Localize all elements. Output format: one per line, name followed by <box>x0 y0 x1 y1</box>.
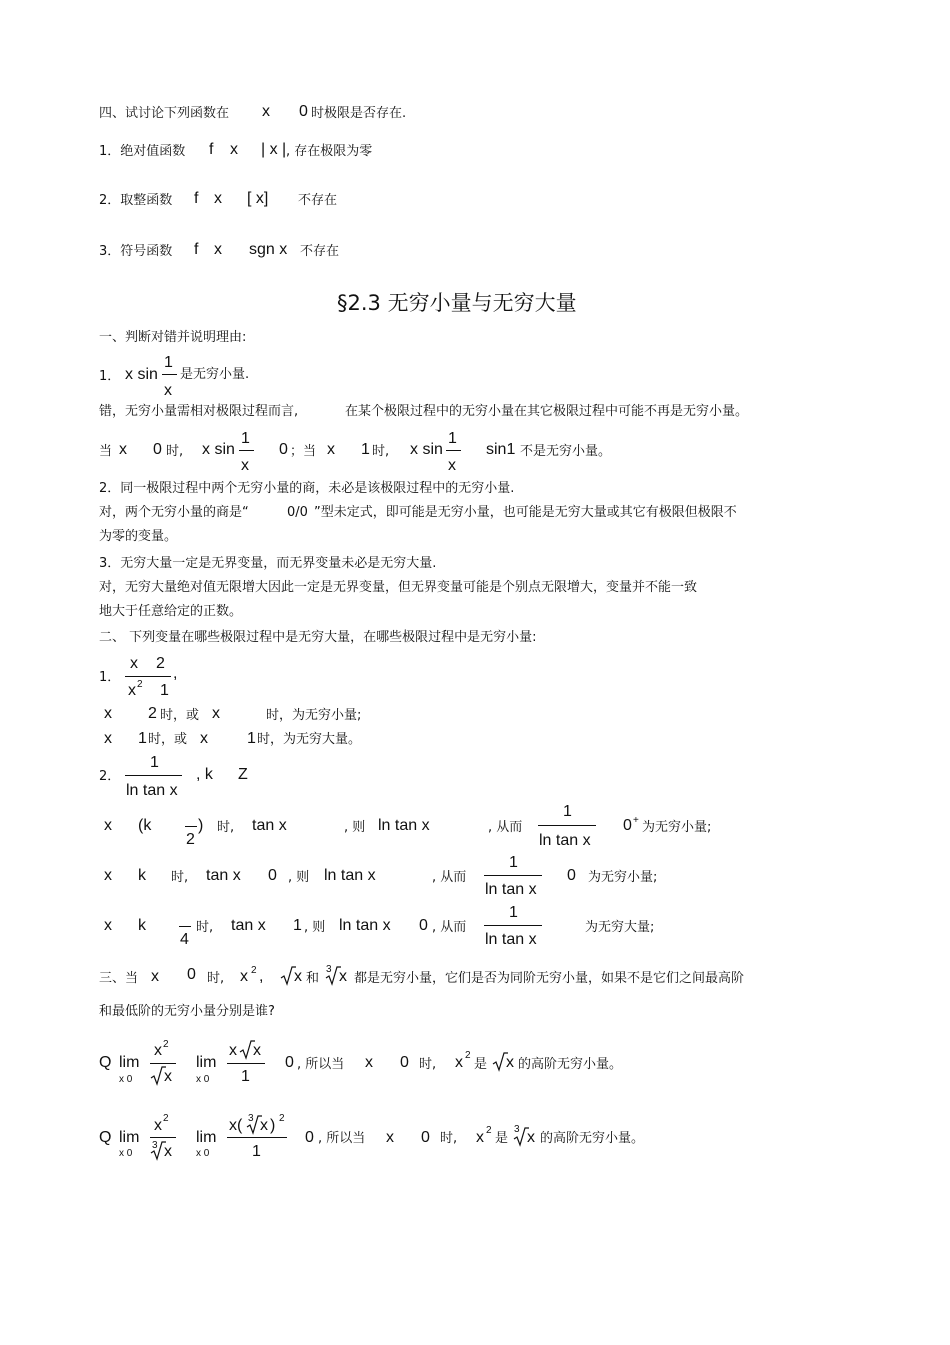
p2-a-k: (k <box>138 817 152 834</box>
p1-q2-answer-a: 对，两个无穷小量的商是“ <box>99 505 249 520</box>
p1-q1-not: 不是无穷小量。 <box>520 444 612 459</box>
p1-q1-x1: x <box>119 441 127 458</box>
p3-l2-num2-sq: 2 <box>279 1113 285 1124</box>
s4-item2-f: f <box>194 190 199 207</box>
s4-item3-sgn: sgn x <box>249 241 288 258</box>
p3-l1-Q: Q <box>99 1054 112 1071</box>
p2-e2-frac-num: 1 <box>150 754 159 771</box>
p1-q1-answer: 错，无穷小量需相对极限过程而言, <box>99 404 299 419</box>
p3-sqrt-x: x <box>294 968 302 985</box>
p2-a-plus: + <box>633 815 639 826</box>
p3-l2-num2-index: 3 <box>248 1113 254 1124</box>
s4-item2-text: 不存在 <box>298 193 338 208</box>
p1-q1-when: 当 <box>99 444 113 459</box>
s4-zero: 0 <box>299 103 308 120</box>
p3-l2-num-x: x <box>154 1117 162 1134</box>
p2-b-zero2: 0 <box>567 867 576 884</box>
p3-l2-rx: x <box>527 1129 535 1146</box>
p3-l2-lim2: lim <box>196 1129 217 1146</box>
p2-b-frac-bar <box>484 875 542 876</box>
p3-l2-x: x <box>386 1129 394 1146</box>
p3-l1-den-x: x <box>164 1068 172 1085</box>
s4-heading: 四、试讨论下列函数在 <box>99 106 230 121</box>
p1-q1-den2: x <box>241 457 249 474</box>
p2-e1-num-x: x <box>130 655 138 672</box>
p2-e2-frac-bar <box>125 775 182 776</box>
p3-l1-lim2: lim <box>196 1054 217 1071</box>
p2-r2-shi: 时，或 <box>148 732 188 747</box>
p3-l1-den2: 1 <box>241 1068 250 1085</box>
p3-l2-sq: 2 <box>486 1125 492 1136</box>
p2-e2-num: 2． <box>99 769 121 784</box>
p2-e1-frac-bar <box>125 676 171 677</box>
p1-q1-answer-2: 在某个极限过程中的无穷小量在其它极限过程中可能不再是无穷小量。 <box>345 404 749 419</box>
s4-item1-text: , 存在极限为零 <box>286 144 373 159</box>
p2-b-tan: tan x <box>206 867 241 884</box>
p2-c-frac-bar-2 <box>484 925 542 926</box>
p2-c-one: 1 <box>293 917 302 934</box>
p2-a-shi: 时, <box>217 820 235 835</box>
p1-q3-answer-a: 对，无穷大量绝对值无限增大因此一定是无界变量，但无界变量可能是个别点无限增大，变量并不能一致 <box>99 580 698 595</box>
p2-c-zero: 0 <box>419 917 428 934</box>
p1-q1-den4: x <box>448 457 456 474</box>
p1-q2-answer-b: 0/0 <box>287 505 308 520</box>
p2-c-frac-den: ln tan x <box>485 931 537 948</box>
p2-r2-one2: 1 <box>247 730 256 747</box>
p3-l2-den2: 1 <box>252 1143 261 1160</box>
p2-b-ze: , 则 <box>288 870 310 885</box>
p3-l2-num2-a: x( <box>229 1117 243 1134</box>
p1-heading: 一、判断对错并说明理由: <box>99 330 247 345</box>
section-title: §2.3 无穷小量与无穷大量 <box>337 291 577 315</box>
p2-heading: 二、 下列变量在哪些极限过程中是无穷大量，在哪些极限过程中是无穷小量: <box>99 630 537 645</box>
s4-heading-tail: 时极限是否存在. <box>311 106 407 121</box>
p1-q1-xsin2: x sin <box>202 441 235 458</box>
p3-zero: 0 <box>187 966 196 983</box>
p1-q1-text: 是无穷小量. <box>180 367 250 382</box>
p1-q1-den: x <box>164 382 172 399</box>
p2-r2-x: x <box>104 730 112 747</box>
p3-l1-num-x: x <box>154 1042 162 1059</box>
p3-l2-den-index: 3 <box>152 1140 158 1151</box>
p2-e2-frac-den: ln tan x <box>126 782 178 799</box>
p2-a-frac-num: 1 <box>563 803 572 820</box>
p1-q1-x3: x <box>327 441 335 458</box>
p3-l1-sub: x 0 <box>119 1074 133 1085</box>
p2-b-shi: 时, <box>171 870 189 885</box>
p3-cbrt-x: x <box>339 968 347 985</box>
p3-sq: 2 <box>251 965 257 976</box>
s4-item1-x: x <box>230 141 238 158</box>
p2-c-four: 4 <box>180 931 189 948</box>
p3-l2-num-sq: 2 <box>163 1113 169 1124</box>
p3-l2-frac-bar-2 <box>227 1137 287 1138</box>
p1-q2-answer-d: 为零的变量。 <box>99 529 178 544</box>
p2-b-text: 为无穷小量; <box>588 870 658 885</box>
p1-q1-frac-bar <box>162 374 177 375</box>
p1-q1-num4: 1 <box>448 430 457 447</box>
p1-q2-answer-c: ”型未定式，即可能是无穷小量，也可能是无穷大量或其它有极限但极限不 <box>314 505 737 520</box>
p2-a-ze: , 则 <box>344 820 366 835</box>
p2-r1-x2: x <box>212 705 220 722</box>
p3-l1-frac-bar-2 <box>227 1063 265 1064</box>
p2-a-cong: , 从而 <box>488 820 523 835</box>
p2-r1-two: 2 <box>148 705 157 722</box>
p3-l1-sub2: x 0 <box>196 1074 210 1085</box>
p2-c-x: x <box>104 917 112 934</box>
p3-l2-text: , 所以当 <box>318 1131 366 1146</box>
p1-q1-one3: 1 <box>361 441 370 458</box>
p2-a-text: 为无穷小量; <box>642 820 712 835</box>
s4-item1-label: 1．绝对值函数 <box>99 144 186 159</box>
p3-x: x <box>151 968 159 985</box>
p2-e2-Z: Z <box>238 766 248 783</box>
p2-a-tan: tan x <box>252 817 287 834</box>
p1-q1-xsin3: x sin <box>410 441 443 458</box>
p1-q3-answer-b: 地大于任意给定的正数。 <box>99 604 243 619</box>
p1-q1-shi2: 时, <box>372 444 390 459</box>
p3-l1-zero: 0 <box>285 1054 294 1071</box>
p2-e1-comma: , <box>173 665 178 682</box>
p3-l2-shi: 时, <box>440 1131 458 1146</box>
p2-a-frac-bar-2 <box>538 825 596 826</box>
p2-b-cong: , 从而 <box>432 870 467 885</box>
p2-b-frac-den: ln tan x <box>485 881 537 898</box>
p3-l1-num2-rx: x <box>253 1042 261 1059</box>
p3-shi: 时, <box>207 971 225 986</box>
p3-l1-num2-x: x <box>229 1042 237 1059</box>
p3-l2-index: 3 <box>514 1124 520 1135</box>
p3-l2-den-x: x <box>164 1143 172 1160</box>
s4-item3-text: 不存在 <box>300 244 340 259</box>
p3-l1-shi2: 是 <box>474 1057 488 1072</box>
p3-l1-num-sq: 2 <box>163 1039 169 1050</box>
p3-l1-sq: 2 <box>465 1050 471 1061</box>
p3-l1-z: 0 <box>400 1054 409 1071</box>
s4-item3-label: 3．符号函数 <box>99 244 173 259</box>
p3-comma: , <box>259 968 264 985</box>
s4-item2-x: x <box>214 190 222 207</box>
s4-item1-abs: | x | <box>261 141 287 158</box>
p2-r2-one: 1 <box>138 730 147 747</box>
p2-c-cong: , 从而 <box>432 920 467 935</box>
p2-e1-num-two: 2 <box>156 655 165 672</box>
p2-e2-k: , k <box>196 766 213 783</box>
p3-l2-num2-x: x <box>260 1117 268 1134</box>
p2-a-paren: ) <box>198 817 204 834</box>
p2-b-k: k <box>138 867 146 884</box>
p1-q1-zero: 0 <box>153 441 162 458</box>
p3-x2: x <box>240 968 248 985</box>
p2-b-frac-num: 1 <box>509 854 518 871</box>
p3-l2-shi2: 是 <box>495 1131 509 1146</box>
p2-r1-shi2: 时，为无穷小量; <box>266 708 362 723</box>
p2-a-frac-bar <box>185 826 197 827</box>
p2-r1-shi: 时，或 <box>160 708 200 723</box>
p2-b-x: x <box>104 867 112 884</box>
p2-b-zero: 0 <box>268 867 277 884</box>
p3-l1-shi: 时, <box>419 1057 437 1072</box>
p2-r1-x: x <box>104 705 112 722</box>
p1-q1-num2: 1 <box>241 430 250 447</box>
p2-a-two: 2 <box>186 831 195 848</box>
p2-a-x: x <box>104 817 112 834</box>
p3-l1-frac-bar <box>150 1063 176 1064</box>
p3-l1-text: , 所以当 <box>297 1057 345 1072</box>
s4-item2-label: 2．取整函数 <box>99 193 173 208</box>
p3-text-2: 和最低阶的无穷小量分别是谁? <box>99 1004 275 1019</box>
p3-l2-xx: x <box>476 1129 484 1146</box>
p2-c-frac-bar <box>179 926 191 927</box>
p3-l2-z: 0 <box>421 1129 430 1146</box>
p1-q1-frac-bar-3 <box>446 450 461 451</box>
p2-c-k: k <box>138 917 146 934</box>
p1-q1-dang: ；当 <box>290 444 317 459</box>
p1-q1-num: 1． <box>99 369 121 384</box>
s4-x: x <box>262 103 270 120</box>
p3-l2-Q: Q <box>99 1129 112 1146</box>
p2-e1-den-one: 1 <box>160 682 169 699</box>
s4-item3-f: f <box>194 241 199 258</box>
p3-l1-rx: x <box>506 1054 514 1071</box>
p2-c-frac-num: 1 <box>509 904 518 921</box>
p2-a-frac-den: ln tan x <box>539 832 591 849</box>
p3-cbrt-index: 3 <box>326 964 332 975</box>
p1-q1-sin1: sin1 <box>486 441 516 458</box>
p3-l2-zero: 0 <box>305 1129 314 1146</box>
s4-item1-f: f <box>209 141 214 158</box>
p3-l1-lim: lim <box>119 1054 140 1071</box>
p2-b-ln: ln tan x <box>324 867 376 884</box>
p3-l2-lim: lim <box>119 1129 140 1146</box>
p3-l1-tail: 的高阶无穷小量。 <box>518 1057 623 1072</box>
s4-item3-x: x <box>214 241 222 258</box>
p1-q1-num1: 1 <box>164 354 173 371</box>
p3-l2-num2-b: ) <box>270 1117 276 1134</box>
p2-r2-x2: x <box>200 730 208 747</box>
p3-text: 都是无穷小量，它们是否为同阶无穷小量，如果不是它们之间最高阶 <box>354 971 745 986</box>
p3-l2-tail: 的高阶无穷小量。 <box>540 1131 645 1146</box>
p3-l1-x: x <box>365 1054 373 1071</box>
p2-c-tan: tan x <box>231 917 266 934</box>
p1-q1-xsin: x sin <box>125 366 158 383</box>
p1-q1-shi: 时, <box>166 444 184 459</box>
p2-a-ln: ln tan x <box>378 817 430 834</box>
p3-he: 和 <box>306 971 320 986</box>
p3-l2-sub2: x 0 <box>196 1148 210 1159</box>
p2-c-ze: , 则 <box>304 920 326 935</box>
p2-c-text: 为无穷大量; <box>585 920 655 935</box>
p3-l2-sub: x 0 <box>119 1148 133 1159</box>
p1-q1-frac-bar-2 <box>239 450 254 451</box>
p1-q3: 3．无穷大量一定是无界变量，而无界变量未必是无穷大量. <box>99 556 437 571</box>
s4-item2-floor: [ x] <box>247 190 269 207</box>
p3-l1-xx: x <box>455 1054 463 1071</box>
p1-q2: 2．同一极限过程中两个无穷小量的商，未必是该极限过程中的无穷小量. <box>99 481 515 496</box>
p2-e1-num: 1． <box>99 670 121 685</box>
p2-c-shi: 时, <box>196 920 214 935</box>
p2-e1-den-x: x <box>128 682 136 699</box>
p2-c-ln: ln tan x <box>339 917 391 934</box>
p3-heading: 三、当 <box>99 971 139 986</box>
p2-r2-shi2: 时，为无穷大量。 <box>257 732 362 747</box>
p2-e1-den-sq: 2 <box>137 679 143 690</box>
p2-a-zero: 0 <box>623 817 632 834</box>
p1-q1-zero2: 0 <box>279 441 288 458</box>
